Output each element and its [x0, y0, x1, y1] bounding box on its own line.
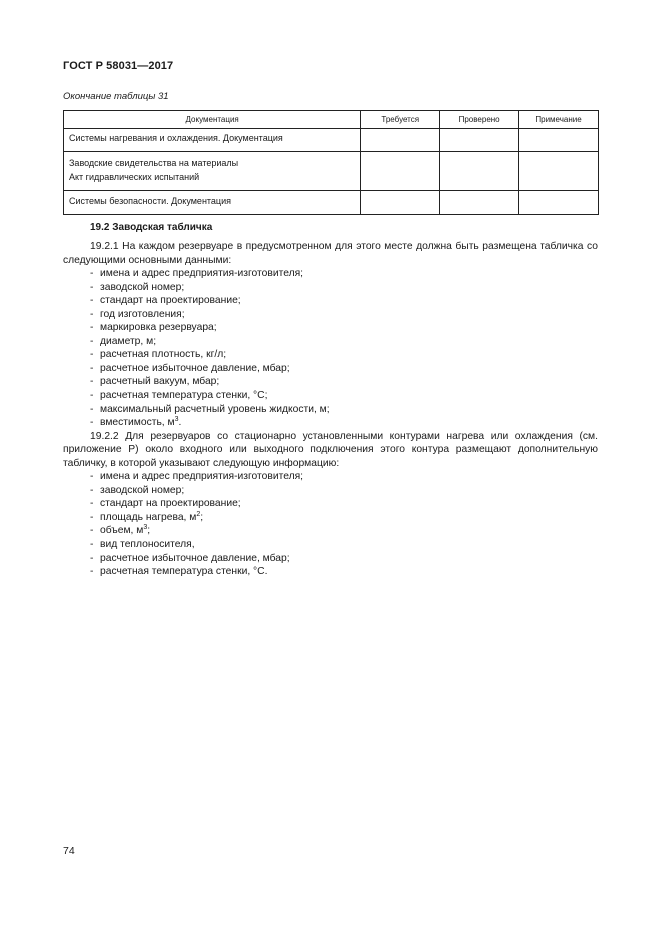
list-item [63, 511, 598, 525]
list-item-tail: . [178, 417, 182, 429]
list-item [63, 321, 598, 335]
list-dash: - [90, 403, 94, 415]
paragraph-19-2-2: 19.2.2 Для резервуаров со стационарно установленными контурами нагрева или охлаждения (см. приложение Р) около входного или выходного подключения этого контура размещают дополнительную табличку, в которой указывают следующую информацию: [63, 430, 598, 469]
page-number: 74 [63, 845, 75, 857]
list-item [63, 538, 598, 552]
list-dash: - [90, 552, 94, 564]
section-title: 19.2 Заводская табличка [90, 222, 213, 233]
list-dash: - [90, 390, 94, 402]
table-cell [64, 129, 361, 152]
list-dash: - [90, 511, 94, 523]
list-item-text: расчетное избыточное давление, мбар; [100, 362, 290, 374]
list-dash: - [90, 362, 94, 374]
table-cell [361, 129, 440, 152]
list-item [63, 497, 598, 511]
list-item [63, 552, 598, 566]
list-item [63, 362, 598, 376]
cell-text: Заводские свидетельства на материалы [69, 158, 239, 168]
table-header-row [64, 111, 599, 129]
list-item-text: расчетная температура стенки, °С. [100, 566, 268, 578]
cell-text: Системы нагревания и охлаждения. Документация [69, 133, 283, 143]
document-header: ГОСТ Р 58031—2017 [63, 60, 174, 72]
list-item-text: диаметр, м; [100, 335, 157, 347]
list-item [63, 267, 598, 281]
list-item [63, 416, 598, 430]
list-item-text: стандарт на проектирование; [100, 295, 241, 307]
table-caption: Окончание таблицы 31 [63, 91, 169, 102]
list-item-text: год изготовления; [100, 308, 185, 320]
superscript: 3 [174, 416, 179, 424]
list-item-text: вид теплоносителя, [100, 539, 195, 551]
list-item-tail: ; [147, 525, 151, 537]
table-cell [519, 152, 599, 191]
list-item-text: заводской номер; [100, 484, 185, 496]
table-cell [64, 152, 361, 191]
table-row [64, 191, 599, 215]
table-cell [519, 129, 599, 152]
list-item-text: площадь нагрева, м [100, 511, 197, 523]
body-text [63, 240, 598, 579]
list-dash: - [90, 376, 94, 388]
superscript: 2 [196, 510, 201, 518]
list-dash: - [90, 322, 94, 334]
list-item [63, 294, 598, 308]
list-item [63, 403, 598, 417]
list-item [63, 335, 598, 349]
list-dash: - [90, 349, 94, 361]
list-item [63, 565, 598, 579]
documentation-table [63, 110, 599, 215]
list-item-text: маркировка резервуара; [100, 322, 217, 334]
column-header: Примечание [519, 111, 599, 129]
column-header: Проверено [440, 111, 519, 129]
table-cell [440, 129, 519, 152]
list-item-text: расчетное избыточное давление, мбар; [100, 552, 290, 564]
list-item-text: расчетный вакуум, мбар; [100, 376, 220, 388]
list-dash: - [90, 471, 94, 483]
table-cell [519, 191, 599, 215]
table-cell [361, 191, 440, 215]
list-dash: - [90, 281, 94, 293]
list-item-text: объем, м [100, 525, 144, 537]
table-cell [361, 152, 440, 191]
list-item [63, 308, 598, 322]
list-item-text: заводской номер; [100, 281, 185, 293]
list-item-text: расчетная плотность, кг/л; [100, 349, 227, 361]
list-item-text: максимальный расчетный уровень жидкости, м; [100, 403, 330, 415]
list-item-tail: ; [200, 511, 204, 523]
list-dash: - [90, 335, 94, 347]
list-item [63, 484, 598, 498]
list-dash: - [90, 498, 94, 510]
list-item-text: расчетная температура стенки, °С; [100, 390, 268, 402]
list-dash: - [90, 484, 94, 496]
list-item [63, 389, 598, 403]
list-item [63, 281, 598, 295]
column-header: Требуется [361, 111, 440, 129]
list-dash: - [90, 417, 94, 429]
table-row [64, 152, 599, 191]
list-item [63, 470, 598, 484]
cell-text: Системы безопасности. Документация [69, 196, 231, 206]
list-item-text: имена и адрес предприятия-изготовителя; [100, 268, 304, 280]
list-dash: - [90, 295, 94, 307]
list-dash: - [90, 539, 94, 551]
table-cell [64, 191, 361, 215]
list-item-text: стандарт на проектирование; [100, 498, 241, 510]
list-item [63, 524, 598, 538]
list-item-text: имена и адрес предприятия-изготовителя; [100, 471, 304, 483]
list-dash: - [90, 566, 94, 578]
cell-text: Акт гидравлических испытаний [69, 172, 200, 182]
list-dash: - [90, 525, 94, 537]
column-header: Документация [64, 111, 361, 129]
table-cell [440, 191, 519, 215]
list-dash: - [90, 268, 94, 280]
list-dash: - [90, 308, 94, 320]
list-item-text: вместимость, м [100, 417, 175, 429]
table-row [64, 129, 599, 152]
list-item [63, 375, 598, 389]
paragraph-19-2-1: 19.2.1 На каждом резервуаре в предусмотренном для этого месте должна быть размещена табличка со следующими основными данными: [63, 241, 598, 266]
list-item [63, 348, 598, 362]
superscript: 3 [143, 524, 148, 532]
table-cell [440, 152, 519, 191]
